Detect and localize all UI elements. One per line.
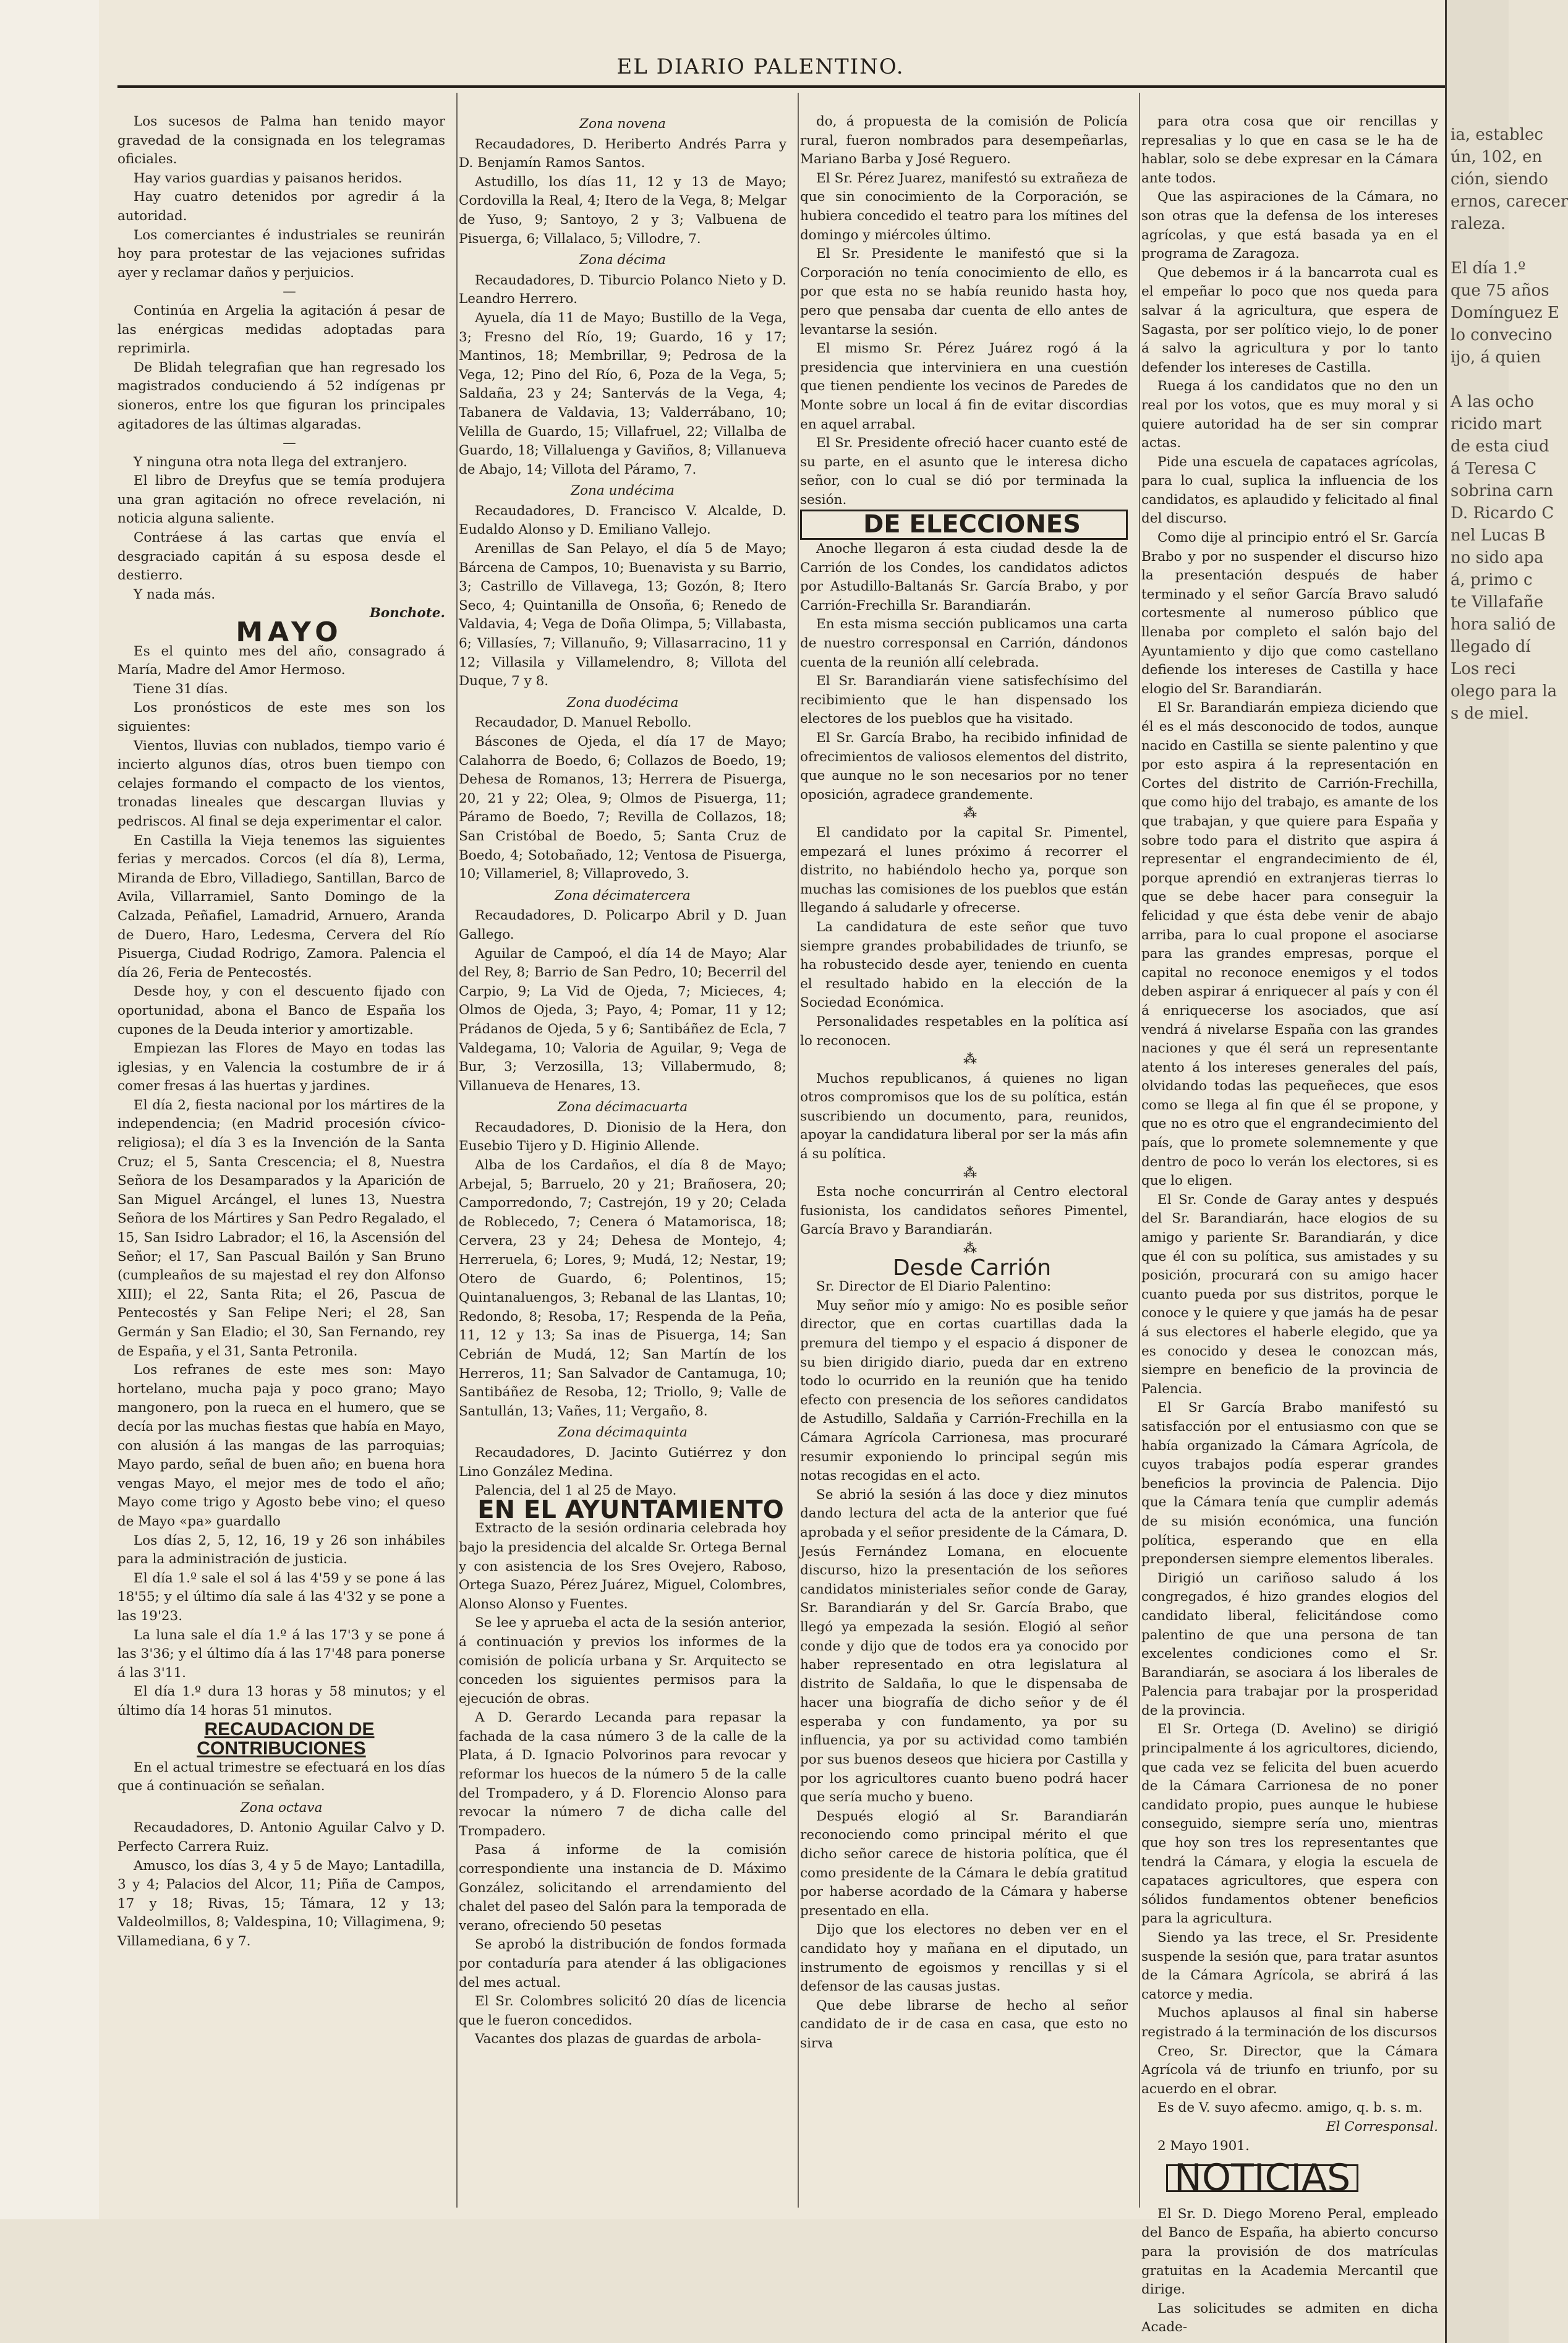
column-1 <box>117 113 445 2203</box>
edge-text-line: llegado dí <box>1451 638 1531 656</box>
mayo-paragraph: Vientos, lluvias con nublados, tiempo vario é incierto algunos días, otros buen tiempo con celajes formando el compacto de los vientos, tronadas lineales que descargan lluvias y pedriscos. Al final se deja experimentar el calor. <box>117 738 445 829</box>
zone-towns: Aguilar de Campoó, el día 14 de Mayo; Alar del Rey, 8; Barrio de San Pedro, 10; Becerril del Carpio, 9; La Vid de Ojeda, 7; Micieces, 4; Olmos de Ojeda, 3; Payo, 4; Pomar, 11 y 12; Prádanos de Ojeda, 5 y 6; Santibáñez de Ecla, 7 Valdegama, 10; Valoria de Aguilar, 9; Vega de Bur, 3; Verzosilla, 13; Villabermudo, 8; Villanueva de Henares, 13. <box>459 945 786 1094</box>
edge-text-line: ción, siendo <box>1451 170 1548 189</box>
noticias-paragraph: El Sr. D. Diego Moreno Peral, empleado del Banco de España, ha abierto concurso para la provisión de dos matrículas gratuitas en la Academia Mercantil que dirige. <box>1141 2206 1438 2298</box>
column-rule-1 <box>456 93 458 2208</box>
letter-salutation: Sr. Director de El Diario Palentino: <box>816 1279 1052 1295</box>
news-paragraph: Los sucesos de Palma han tenido mayor gravedad de la consignada en los telegramas oficiales. <box>117 114 445 168</box>
edge-text-line: ricido mart <box>1451 415 1542 433</box>
column-rule-2 <box>798 93 799 2208</box>
rec-intro: En el actual trimestre se efectuará en los días que á continuación se señalan. <box>117 1759 445 1795</box>
letter-paragraph: El Sr García Brabo manifestó su satisfacción por el entusiasmo con que se había organizado la Cámara Agrícola, de cuyos trabajos podía esperar grandes beneficios la provincia de Palencia. Dijo que la Cámara tenía que cumplir además de su misión económica, una función política, esperando que en ella prepondersen siempre elementos liberales. <box>1141 1400 1438 1568</box>
letter-paragraph: Dirigió un cariñoso saludo á los congregados, é hizo grandes elogios del candidato liberal, felicitándose como palentino de que una persona de tan excelentes condiciones como el Sr. Barandiarán, se asociara á los liberales de Palencia para trabajar por la prosperidad de la provincia. <box>1141 1570 1438 1718</box>
edge-text-line: Domínguez E <box>1451 304 1559 322</box>
letter-signature: El Corresponsal. <box>1326 2119 1438 2135</box>
edge-text-line: D. Ricardo C <box>1451 504 1554 523</box>
news-paragraph: Continúa en Argelia la agitación á pesar de las enérgicas medidas adoptadas para reprimirla. <box>117 302 445 357</box>
news-paragraph: Contráese á las cartas que envía el desgraciado capitán á su esposa desde el destierro. <box>117 530 445 584</box>
edge-text-line: raleza. <box>1451 215 1506 233</box>
zone-towns: Báscones de Ojeda, el día 17 de Mayo; Calahorra de Boedo, 6; Collazos de Boedo, 19; Dehesa de Romanos, 13; Herrera de Pisuerga, 20, 21 y 22; Olea, 9; Olmos de Pisuerga, 11; Páramo de Boedo, 7; Revilla de Collazos, 18; San Cristóbal de Boedo, 5; Santa Cruz de Boedo, 4; Sotobañado, 12; Ventosa de Pisuerga, 10; Villameriel, 8; Villaprovedo, 3. <box>459 734 786 882</box>
zone-title: Zona décimacuarta <box>557 1099 688 1116</box>
recaudacion-heading: RECAUDACION DE CONTRIBUCIONES <box>197 1719 375 1759</box>
edge-text-line: ijo, á quien <box>1451 348 1541 367</box>
mayo-paragraph: El día 1.º sale el sol á las 4'59 y se pone á las 18'55; y el último día sale á las 4'32 y se pone a las 19'23. <box>117 1570 445 1624</box>
ayto-paragraph: Pasa á informe de la comisión correspondiente una instancia de D. Máximo González, solicitando el arrendamiento del chalet del paseo del Salón para la temporada de verano, ofreciendo 50 pesetas <box>459 1842 786 1934</box>
letter-paragraph: Que debe librarse de hecho al señor candidato de ir de casa en casa, que esto no sirva <box>800 1997 1128 2051</box>
news-paragraph: Hay cuatro detenidos por agredir á la autoridad. <box>117 189 445 224</box>
column-3 <box>800 113 1128 2203</box>
zone-title: Zona novena <box>579 116 666 132</box>
news-paragraph: Hay varios guardias y paisanos heridos. <box>134 170 403 186</box>
zone-title: Zona décimatercera <box>555 887 691 903</box>
edge-text-line: ernos, carecer <box>1451 192 1568 211</box>
letter-paragraph: para otra cosa que oir rencillas y represalias y lo que en casa se le ha de hablar, solo se debe expresar en la Cámara ante todos. <box>1141 114 1438 186</box>
edge-text-line: que 75 años <box>1451 281 1549 300</box>
zone-recaudadores: Recaudadores, D. Jacinto Gutiérrez y don Lino González Medina. <box>459 1445 786 1480</box>
asterism: ⁂ <box>963 1052 981 1068</box>
masthead-rule <box>117 85 1447 88</box>
elec-paragraph: En esta misma sección publicamos una carta de nuestro corresponsal en Carrión, dándonos cuenta de la reunión allí celebrada. <box>800 617 1128 670</box>
mayo-paragraph: La luna sale el día 1.º á las 17'3 y se pone á las 3'36; y el último día á las 17'48 para ponerse á las 3'11. <box>117 1627 445 1681</box>
ayuntamiento-heading: EN EL AYUNTAMIENTO <box>477 1495 784 1524</box>
ayto-paragraph: Se aprobó la distribución de fondos formada por contaduría para atender á las obligaciones del mes actual. <box>459 1937 786 1991</box>
ayto-paragraph: do, á propuesta de la comisión de Policía rural, fueron nombrados para desempeñarlas, Mariano Barba y José Reguero. <box>800 114 1128 168</box>
news-paragraph: El libro de Dreyfus que se temía produjera una gran agitación no ofrece revelación, ni noticia alguna saliente. <box>117 473 445 527</box>
zone-title: Zona duodécima <box>566 694 679 711</box>
column-4 <box>1141 113 1438 2336</box>
ayto-paragraph: El mismo Sr. Pérez Juárez rogó á la presidencia que interviniera en una cuestión que tienen pendiente los vecinos de Paredes de Monte sobre un local á fin de evitar discordias en aquel arrabal. <box>800 341 1128 432</box>
letter-paragraph: Como dije al principio entró el Sr. García Brabo y por no suspender el discurso hizo la presentación después de haber terminado y el señor García Bravo saludó cortesmente al numeroso público que llenaba por completo el salón bajo del Ayuntamiento y dijo que como castellano defiende los intereses de Castilla y hace elogio del Sr. Barandiarán. <box>1141 530 1438 697</box>
mayo-paragraph: Los pronósticos de este mes son los siguientes: <box>117 700 445 735</box>
edge-text-line: A las ocho <box>1451 393 1535 411</box>
edge-text-line: no sido apa <box>1451 548 1544 567</box>
zone-recaudadores: Recaudadores, D. Dionisio de la Hera, don Eusebio Tijero y D. Higinio Allende. <box>459 1119 786 1154</box>
elec-paragraph: El Sr. Barandiarán viene satisfechísimo del recibimiento que le han dispensado los electores de los pueblos que ha visitado. <box>800 673 1128 727</box>
letter-paragraph: Siendo ya las trece, el Sr. Presidente suspende la sesión que, para tratar asuntos de la Cámara Agrícola, se abrirá á las catorce y media. <box>1141 1930 1438 2002</box>
ayto-paragraph: A D. Gerardo Lecanda para repasar la fachada de la casa número 3 de la calle de la Plata, á D. Ignacio Polvorinos para revocar y reformar los huecos de la número 5 de la calle del Trompadero, y á D. Florencio Alonso para revocar la número 7 de dicha calle del Trompadero. <box>459 1710 786 1839</box>
zone-title: Zona décima <box>579 252 666 268</box>
edge-text-line: olego para la <box>1451 682 1557 701</box>
letter-paragraph: El Sr. Ortega (D. Avelino) se dirigió principalmente á los agricultores, diciendo, que cada vez se felicita del buen acuerdo de la Cámara Carrionesa de no poner candidato propio, pues aunque le hubiese conseguido, siempre sería uno, mientras que hoy son tres los representantes que tendrá la Cámara, y elogia la escuela de capataces agricultores, que espera con sólidos fundamentos obtener beneficios para la agricultura. <box>1141 1722 1438 1927</box>
letter-paragraph: Que debemos ir á la bancarrota cual es el empeñar lo poco que nos queda para salvar á la agricultura, que espera de Sagasta, por ser político viejo, lo de poner á salvo la agricultura y por lo tanto defender los intereses de Castilla. <box>1141 265 1438 375</box>
mayo-paragraph: El día 1.º dura 13 horas y 58 minutos; y el último día 14 horas 51 minutos. <box>117 1684 445 1718</box>
edge-text-line: de esta ciud <box>1451 437 1549 456</box>
edge-text-line: El día 1.º <box>1451 259 1526 278</box>
zone-recaudadores: Recaudadores, D. Antonio Aguilar Calvo y D. Perfecto Carrera Ruiz. <box>117 1820 445 1855</box>
zone-towns: Ayuela, día 11 de Mayo; Bustillo de la Vega, 3; Fresno del Río, 19; Guardo, 16 y 17; Mantinos, 18; Membrillar, 9; Pedrosa de la Vega, 12; Pino del Río, 6, Poza de la Vega, 5; Saldaña, 23 y 24; Santervás de la Vega, 4; Tabanera de Valdavia, 13; Valderrábano, 10; Velilla de Guardo, 15; Villafruel, 22; Villalba de Guardo, 18; Villaluenga y Gaviños, 8; Villanueva de Abajo, 14; Villota del Páramo, 7. <box>459 310 786 477</box>
elec-paragraph: La candidatura de este señor que tuvo siempre grandes probabilidades de triunfo, se ha robustecido desde ayer, teniendo en cuenta el resultado habido en la elección de la Sociedad Económica. <box>800 919 1128 1011</box>
column-rule-3 <box>1139 93 1140 2208</box>
asterism: ⁂ <box>963 1165 981 1181</box>
zone-recaudadores: Recaudadores, D. Francisco V. Alcalde, D. Eudaldo Alonso y D. Emiliano Vallejo. <box>459 503 786 538</box>
edge-text-line: nel Lucas B <box>1451 526 1546 545</box>
elec-paragraph: Muchos republicanos, á quienes no ligan otros compromisos que los de su política, están suscribiendo un documento, para, reunidos, apoyar la candidatura liberal por ser la más afin á su política. <box>800 1070 1128 1163</box>
letter-paragraph: Ruega á los candidatos que no den un real por los votos, que es muy moral y si quiere autoridad ha de ser sin comprar actas. <box>1141 378 1438 451</box>
letter-paragraph: Muchos aplausos al final sin haberse registrado á la terminación de los discursos <box>1141 2005 1438 2040</box>
edge-text-line: lo convecino <box>1451 326 1553 344</box>
section-dash: — <box>283 435 296 451</box>
column-2 <box>459 113 786 2203</box>
zone-towns: Astudillo, los días 11, 12 y 13 de Mayo; Cordovilla la Real, 4; Itero de la Vega, 8; Melgar de Yuso, 9; Santoyo, 2 y 3; Valbuena de Pisuerga, 6; Villalaco, 5; Villodre, 7. <box>459 174 786 247</box>
elec-paragraph: El Sr. García Brabo, ha recibido infinidad de ofrecimientos de valiosos elementos del distrito, que aunque no le son necesarios por no tener oposición, agradece grandemente. <box>800 730 1128 803</box>
zone-recaudadores: Recaudadores, D. Tiburcio Polanco Nieto y D. Leandro Herrero. <box>459 272 786 307</box>
asterism: ⁂ <box>963 806 981 822</box>
letter-paragraph: Pide una escuela de capataces agrícolas, para lo cual, suplica la influencia de los candidatos, es aplaudido y felicitado al final del discurso. <box>1141 454 1438 527</box>
mayo-paragraph: Tiene 31 días. <box>134 681 228 697</box>
asterism: ⁂ <box>963 1241 981 1257</box>
letter-paragraph: Que las aspiraciones de la Cámara, no son otras que la defensa de los intereses agrícolas, y que está basada ya en el programa de Zaragoza. <box>1141 189 1438 262</box>
noticias-heading: NOTICIAS <box>1166 2164 1358 2192</box>
edge-text-line: te Villafañe <box>1451 593 1544 612</box>
mayo-paragraph: Desde hoy, y con el descuento fijado con oportunidad, abona el Banco de España los cupones de la Deuda interior y amortizable. <box>117 984 445 1038</box>
ayto-paragraph: El Sr. Presidente le manifestó que si la Corporación no tenía conocimiento de ello, es por que esta no se había reunido hasta hoy, pero que pensaba dar cuenta de ello antes de levantarse la sesión. <box>800 246 1128 338</box>
col1-news <box>117 113 445 623</box>
edge-text-line: sobrina carn <box>1451 482 1554 500</box>
zone-recaudadores: Recaudadores, D. Heriberto Andrés Parra y D. Benjamín Ramos Santos. <box>459 136 786 171</box>
news-paragraph: Y ninguna otra nota llega del extranjero. <box>134 454 407 470</box>
mayo-heading: MAYO <box>236 617 343 649</box>
edge-text-line: ia, establec <box>1451 126 1543 144</box>
news-paragraph: Los comerciantes é industriales se reunirán hoy para protestar de las vejaciones sufridas ayer y reclamar daños y perjuicios. <box>117 227 445 281</box>
edge-text-line: Los reci <box>1451 660 1516 678</box>
signature: Bonchote. <box>369 605 445 621</box>
mayo-paragraph: En Castilla la Vieja tenemos las siguientes ferias y mercados. Corcos (el día 8), Lerma, Miranda de Ebro, Villadiego, Santillan, Barco de Avila, Villarramiel, Santo Domingo de la Calzada, Peñafiel, Lamadrid, Arnuero, Aranda de Duero, Haro, Ledesma, Cervera del Río Pisuerga, Ciudad Rodrigo, Zamora. Palencia el día 26, Feria de Pentecostés. <box>117 832 445 981</box>
letter-date: 2 Mayo 1901. <box>1157 2138 1250 2154</box>
ayto-paragraph: Extracto de la sesión ordinaria celebrada hoy bajo la presidencia del alcalde Sr. Ortega Bernal y con asistencia de los Sres Ovejero, Raboso, Ortega Suazo, Pérez Juárez, Miguel, Colombres, Alonso Alonso y Fuentes. <box>459 1521 786 1612</box>
ayto-paragraph: Se lee y aprueba el acta de la sesión anterior, á continuación y previos los informes de la comisión de policía urbana y Sr. Arquitecto se conceden los siguientes permisos para la ejecución de obras. <box>459 1615 786 1707</box>
zone-title: Zona undécima <box>571 483 675 499</box>
zone-towns: Alba de los Cardaños, el día 8 de Mayo; Arbejal, 5; Barruelo, 20 y 21; Brañosera, 20; Camporredondo, 7; Castrejón, 19 y 20; Celada de Roblecedo, 7; Cenera ó Matamorisca, 18; Cervera, 23 y 24; Dehesa de Montejo, 4; Herreruela, 6; Lores, 9; Mudá, 12; Nestar, 19; Otero de Guardo, 6; Polentinos, 15; Quintanaluengos, 3; Rebanal de las Llantas, 10; Redondo, 8; Resoba, 17; Respenda de la Peña, 11, 12 y 13; Sa inas de Pisuerga, 14; San Cebrián de Mudá, 12; San Martín de los Herreros, 11; San Salvador de Cantamuga, 10; Santibáñez de Resoba, 12; Triollo, 9; Valle de Santullán, 13; Vañes, 11; Vergaño, 8. <box>459 1158 786 1419</box>
zone-recaudadores: Recaudadores, D. Policarpo Abril y D. Juan Gallego. <box>459 908 786 942</box>
section-dash: — <box>283 284 296 300</box>
news-paragraph: De Blidah telegrafian que han regresado los magistrados conduciendo á 52 indígenas pr sioneros, entre los que figuran los principales agitadores de las últimas algaradas. <box>117 359 445 432</box>
zone-title: Zona décimaquinta <box>558 1425 688 1441</box>
letter-paragraph: Muy señor mío y amigo: No es posible señor director, que en cortas cuartillas dada la premura del tiempo y el espacio á disponer de su bien dirigido diario, pueda dar en extreno todo lo ocurrido en la reunión que ha tenido efecto con presencia de los señores candidatos de Astudillo, Saldaña y Carrión-Frechilla en la Cámara Agrícola Carrionesa, mas procuraré resumir exponiendo lo principal según mis notas recogidas en el acto. <box>800 1297 1128 1484</box>
left-gutter <box>0 0 99 2219</box>
ayto-paragraph: El Sr. Pérez Juarez, manifestó su extrañeza de que sin conocimiento de la Corporación, se hubiera concedido el teatro para los mítines del domingo y miércoles último. <box>800 170 1128 243</box>
letter-paragraph: El Sr. Barandiarán empieza diciendo que él es el más desconocido de todos, aunque nacido en Castilla se siente palentino y que por esto aspira á la representación en Cortes del distrito de Carrión-Frechilla, que como hijo del trabajo, es amante de los que trabajan, y que quiere para España y sobre todo para el distrito que aspira á representar el engrandecimiento de él, porque aprendió en extranjeras tierras lo que se debe hacer para conseguir la felicidad y que ésta debe venir de abajo arriba, para lo cual propone el asociarse para las grandes empresas, porque el capital no reconoce enemigos y el todos deben aspirar á enriquecer al país y con él á enriquecerse los asociados, que así vendrá á nivelarse España con las grandes naciones y que él será un representante atento á los intereses generales del país, olvidando todas las pequeñeces, que esos como se llega al fin que él se propone, y que no es otro que el engrandecimiento del país, que lo promete solemnemente y que dentro de poco lo verán los electores, si es que lo eligen. <box>1141 700 1438 1189</box>
news-paragraph: Y nada más. <box>134 586 216 602</box>
noticias-paragraph: Las solicitudes se admiten en dicha Acade- <box>1141 2300 1438 2336</box>
edge-text-line: s de miel. <box>1451 704 1529 723</box>
elec-paragraph: El candidato por la capital Sr. Pimentel, empezará el lunes próximo á recorrer el distrito, no habiéndolo hecho ya, porque son muchas las comisiones de los pueblos que están llegando á saludarle y ofrecerse. <box>800 824 1128 916</box>
mayo-paragraph: Los refranes de este mes son: Mayo hortelano, mucha paja y poco grano; Mayo mangonero, pon la rueca en el humero, que se decía por las muchas fiestas que había en Mayo, con alusión á las mangas de las parroquias; Mayo pardo, señal de buen año; en buena hora vengas Mayo, el mejor mes de todo el año; Mayo come trigo y Agosto bebe vino; el queso de Mayo «pa» guardallo <box>117 1362 445 1529</box>
zone-towns: Arenillas de San Pelayo, el día 5 de Mayo; Bárcena de Campos, 10; Buenavista y su Barrio, 3; Castrillo de Villavega, 13; Gozón, 8; Itero Seco, 4; Quintanilla de Onsoña, 6; Renedo de Valdavia, 4; Vega de Doña Olimpa, 5; Villabasta, 6; Villasíes, 7; Villanuño, 9; Villasarracino, 11 y 12; Villasila y Villamelendro, 8; Villota del Duque, 7 y 8. <box>459 541 786 689</box>
letter-paragraph: Creo, Sr. Director, que la Cámara Agrícola vá de triunfo en triunfo, por su acuerdo en el obrar. <box>1141 2043 1438 2097</box>
elec-paragraph: Esta noche concurrirán al Centro electoral fusionista, los candidatos señores Pimentel, García Bravo y Barandiarán. <box>800 1184 1128 1238</box>
edge-text-line: ún, 102, en <box>1451 148 1543 166</box>
edge-text-line <box>1447 369 1509 391</box>
edge-text-line: á Teresa C <box>1451 459 1537 478</box>
date-line: Palencia, del 1 al 25 de Mayo. <box>475 1483 677 1499</box>
mayo-paragraph: Empiezan las Flores de Mayo en todas las iglesias, y en Valencia la costumbre de ir á comer fresas á las huertas y jardines. <box>117 1041 445 1095</box>
letter-paragraph: Se abrió la sesión á las doce y diez minutos dando lectura del acta de la anterior que fué aprobada y el señor presidente de la Cámara, D. Jesús Fernández Lomana, en elocuente discurso, hizo la presentación de los señores candidatos ministeriales señor conde de Garay, Sr. Barandiarán y del Sr. García Brabo, que llegó ya empezada la sesión. Elogió al señor conde y dijo que de todos era ya conocido por haber representado en otra legislatura al distrito de Saldaña, lo que le dispensaba de hacer una biografía de dicho señor y de él esperaba y con fundamento, ya por su influencia, ya por su actividad como también por sus buenos deseos que hiciera por Castilla y por los agricultores cuanto bueno podrá hacer que sería mucho y bueno. <box>800 1487 1128 1806</box>
zone-towns: Amusco, los días 3, 4 y 5 de Mayo; Lantadilla, 3 y 4; Palacios del Alcor, 11; Piña de Campos, 17 y 18; Rivas, 15; Támara, 12 y 13; Valdeolmillos, 8; Valdespina, 10; Villagimena, 9; Villamediana, 6 y 7. <box>117 1858 445 1949</box>
letter-paragraph: Después elogió al Sr. Barandiarán reconociendo como principal mérito el que dicho señor carece de historia política, que él como presidente de la Cámara le debía gratitud por haberse acordado de la Cámara y haberse presentado en ella. <box>800 1808 1128 1919</box>
masthead: EL DIARIO PALENTINO. <box>616 54 905 79</box>
next-page-edge <box>1445 0 1568 2343</box>
edge-text-line <box>1447 235 1509 257</box>
mayo-paragraph: Los días 2, 5, 12, 16, 19 y 26 son inhábiles para la administración de justicia. <box>117 1532 445 1568</box>
elec-paragraph: Personalidades respetables en la política así lo reconocen. <box>800 1014 1128 1049</box>
letter-paragraph: Es de V. suyo afecmo. amigo, q. b. s. m. <box>1157 2100 1423 2116</box>
ayto-paragraph: Vacantes dos plazas de guardas de arbola- <box>475 2031 761 2047</box>
mayo-paragraph: Es el quinto mes del año, consagrado á María, Madre del Amor Hermoso. <box>117 643 445 678</box>
elec-paragraph: Anoche llegaron á esta ciudad desde la de Carrión de los Condes, los candidatos adictos por Astudillo-Baltanás Sr. García Brabo, y por Carrión-Frechilla Sr. Barandiarán. <box>800 541 1128 613</box>
letter-paragraph: Dijo que los electores no deben ver en el candidato hoy y mañana en el diputado, un instrumento de egoismos y rencillas y si el defensor de las causas justas. <box>800 1922 1128 1995</box>
letter-paragraph: El Sr. Conde de Garay antes y después del Sr. Barandiarán, hace elogios de su amigo y pariente Sr. Barandiarán, y dice que él con su política, sus amistades y su posición, procurará con su amigo hacer cuanto pueda por sus distritos, porque le conoce y le quiere y que jamás ha de pesar á sus electores el haberle elegido, que ya es conocido y desea le conozcan más, siempre en beneficio de la provincia de Palencia. <box>1141 1192 1438 1397</box>
zone-title: Zona octava <box>240 1799 323 1816</box>
ayto-paragraph: El Sr. Colombres solicitó 20 días de licencia que le fueron concedidos. <box>459 1994 786 2028</box>
elecciones-heading: DE ELECCIONES <box>800 510 1128 540</box>
ayto-paragraph: El Sr. Presidente ofreció hacer cuanto esté de su parte, en el asunto que le interesa dicho señor, con lo cual se dió por terminada la sesión. <box>800 435 1128 508</box>
zone-recaudadores: Recaudador, D. Manuel Rebollo. <box>475 715 692 731</box>
edge-text-line: hora salió de <box>1451 615 1556 634</box>
desde-carrion-heading: Desde Carrión <box>892 1255 1052 1281</box>
edge-text-line: á, primo c <box>1451 571 1533 589</box>
mayo-paragraph: El día 2, fiesta nacional por los mártires de la independencia; (en Madrid procesión cívico-religiosa); el día 3 es la Invención de la Santa Cruz; el 5, Santa Crescencia; el 8, Nuestra Señora de los Desamparados y la Aparición de San Miguel Arcángel, el lunes 13, Nuestra Señora de los Mártires y San Pedro Regalado, el 15, San Isidro Labrador; el 16, la Ascensión del Señor; el 17, San Pascual Bailón y San Bruno (cumpleaños de su majestad el rey don Alfonso XIII); el 22, Santa Rita; el 26, Pascua de Pentecostés y San Felipe Neri; el 28, San Germán y San Eladio; el 30, San Fernando, rey de España, y el 31, Santa Petronila. <box>117 1097 445 1359</box>
